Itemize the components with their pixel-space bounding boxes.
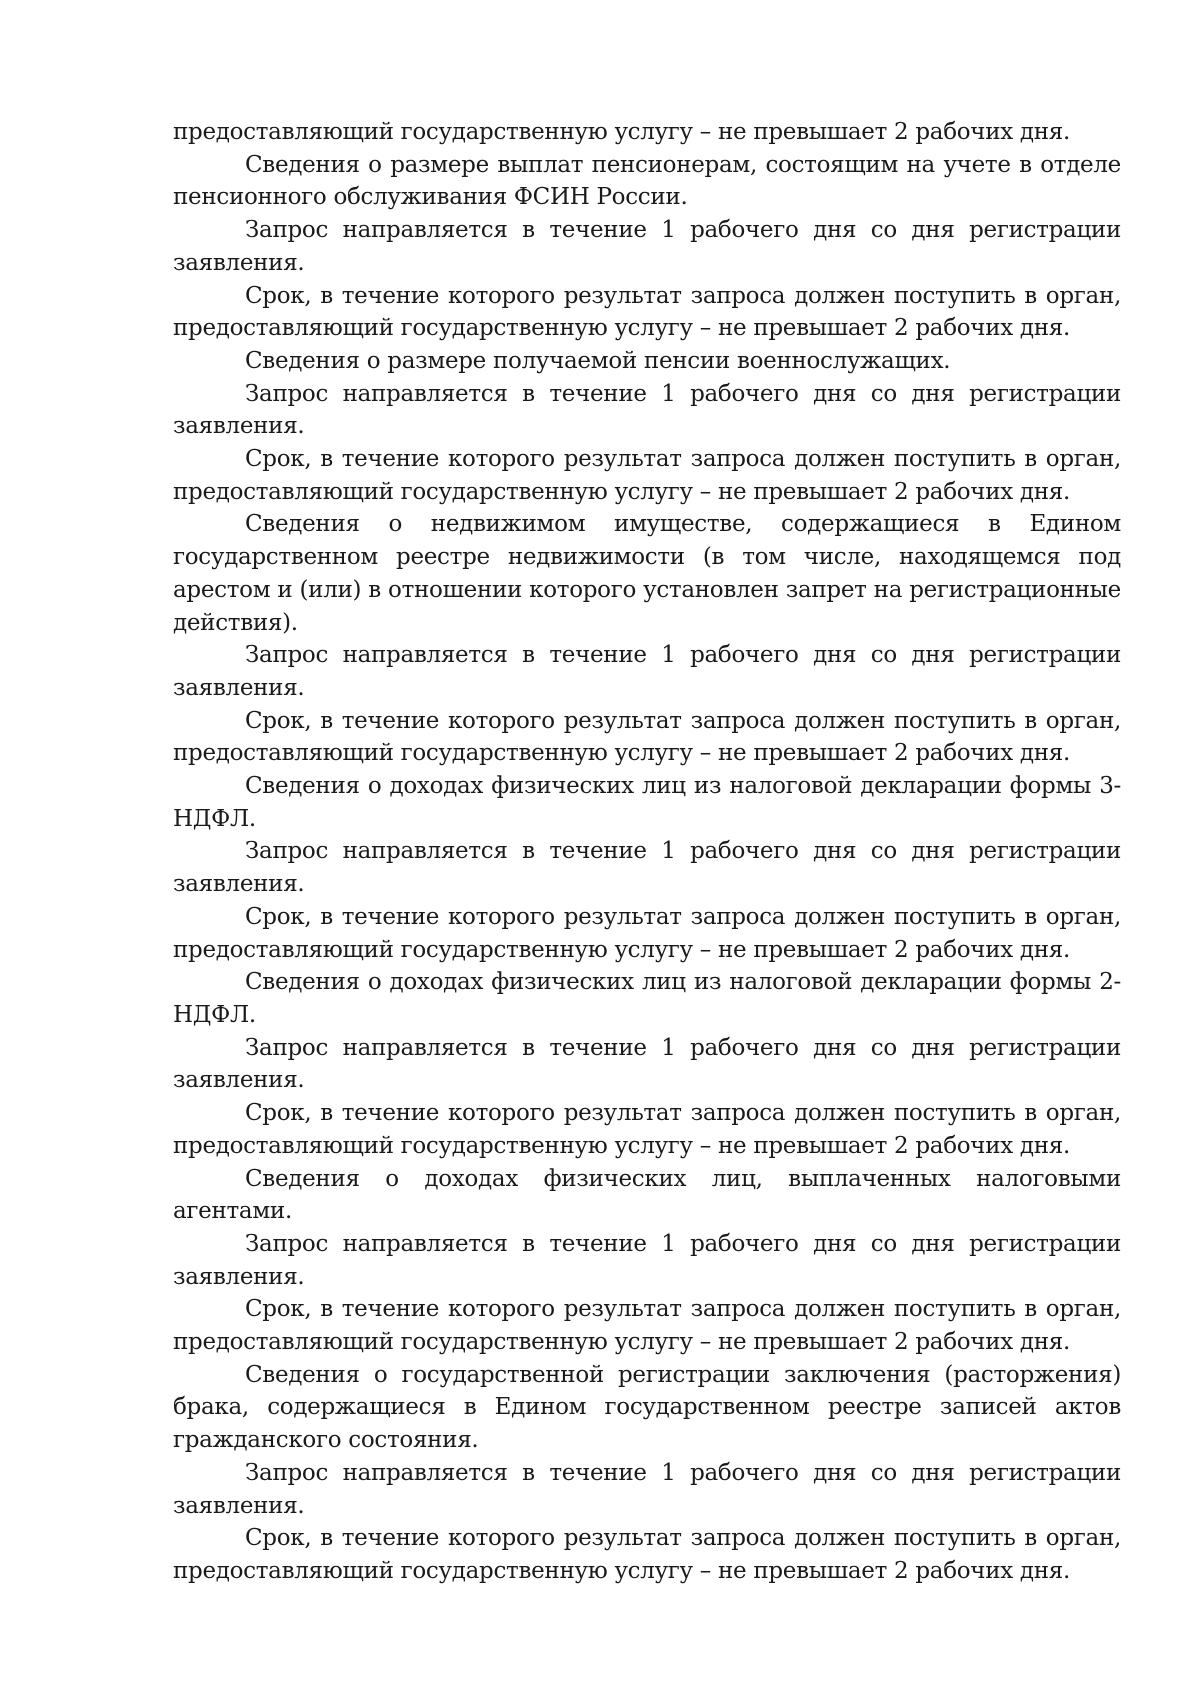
paragraph-marriage-registry-info: Сведения о государственной регистрации заключения (расторжения) брака, содержащиеся в Едином государственном реестре записей актов гражданского состояния. (173, 1361, 1121, 1454)
paragraph-request-timing: Запрос направляется в течение 1 рабочего дня со дня регистрации заявления. (173, 1034, 1121, 1094)
paragraph-fsin-pension-info: Сведения о размере выплат пенсионерам, состоящим на учете в отделе пенсионного обслуживания ФСИН России. (173, 151, 1121, 211)
paragraph-request-timing: Запрос направляется в течение 1 рабочего дня со дня регистрации заявления. (173, 217, 1121, 276)
paragraph-response-deadline: Срок, в течение которого результат запроса должен поступить в орган, предоставляющий государственную услугу – не превышает 2 рабочих дня. (173, 446, 1121, 505)
paragraph-response-deadline: Срок, в течение которого результат запроса должен поступить в орган, предоставляющий государственную услугу – не превышает 2 рабочих дня. (173, 1296, 1121, 1356)
paragraph-request-timing: Запрос направляется в течение 1 рабочего дня со дня регистрации заявления. (173, 1230, 1121, 1290)
paragraph-request-timing: Запрос направляется в течение 1 рабочего дня со дня регистрации заявления. (173, 838, 1121, 898)
paragraph-request-timing: Запрос направляется в течение 1 рабочего дня со дня регистрации заявления. (173, 380, 1121, 440)
paragraph-tax-agents-info: Сведения о доходах физических лиц, выплаченных налоговыми агентами. (173, 1165, 1121, 1225)
paragraph-response-deadline: Срок, в течение которого результат запроса должен поступить в орган, предоставляющий государственную услугу – не превышает 2 рабочих дня. (173, 707, 1121, 767)
paragraph-2ndfl-info: Сведения о доходах физических лиц из налоговой декларации формы 2-НДФЛ. (173, 969, 1121, 1028)
paragraph-request-timing: Запрос направляется в течение 1 рабочего дня со дня регистрации заявления. (173, 1459, 1121, 1519)
paragraph-response-deadline: Срок, в течение которого результат запроса должен поступить в орган, предоставляющий государственную услугу – не превышает 2 рабочих дня. (173, 1525, 1121, 1584)
paragraph-3ndfl-info: Сведения о доходах физических лиц из налоговой декларации формы 3-НДФЛ. (173, 773, 1121, 832)
paragraph-real-estate-info: Сведения о недвижимом имуществе, содержащиеся в Едином государственном реестре недвижимости (в том числе, находящемся под арестом и (или) в отношении которого установлен запрет на регистрационные действия). (173, 511, 1121, 636)
paragraph-response-deadline: Срок, в течение которого результат запроса должен поступить в орган, предоставляющий государственную услугу – не превышает 2 рабочих дня. (173, 1100, 1121, 1159)
paragraph-response-deadline: Срок, в течение которого результат запроса должен поступить в орган, предоставляющий государственную услугу – не превышает 2 рабочих дня. (173, 903, 1121, 963)
paragraph-response-deadline: Срок, в течение которого результат запроса должен поступить в орган, предоставляющий государственную услугу – не превышает 2 рабочих дня. (173, 282, 1121, 342)
paragraph-military-pension-info: Сведения о размере получаемой пенсии военнослужащих. (245, 347, 951, 374)
paragraph-continuation: предоставляющий государственную услугу – не превышает 2 рабочих дня. (173, 119, 1071, 145)
paragraph-request-timing: Запрос направляется в течение 1 рабочего дня со дня регистрации заявления. (173, 642, 1121, 701)
document-body (173, 116, 1121, 1588)
